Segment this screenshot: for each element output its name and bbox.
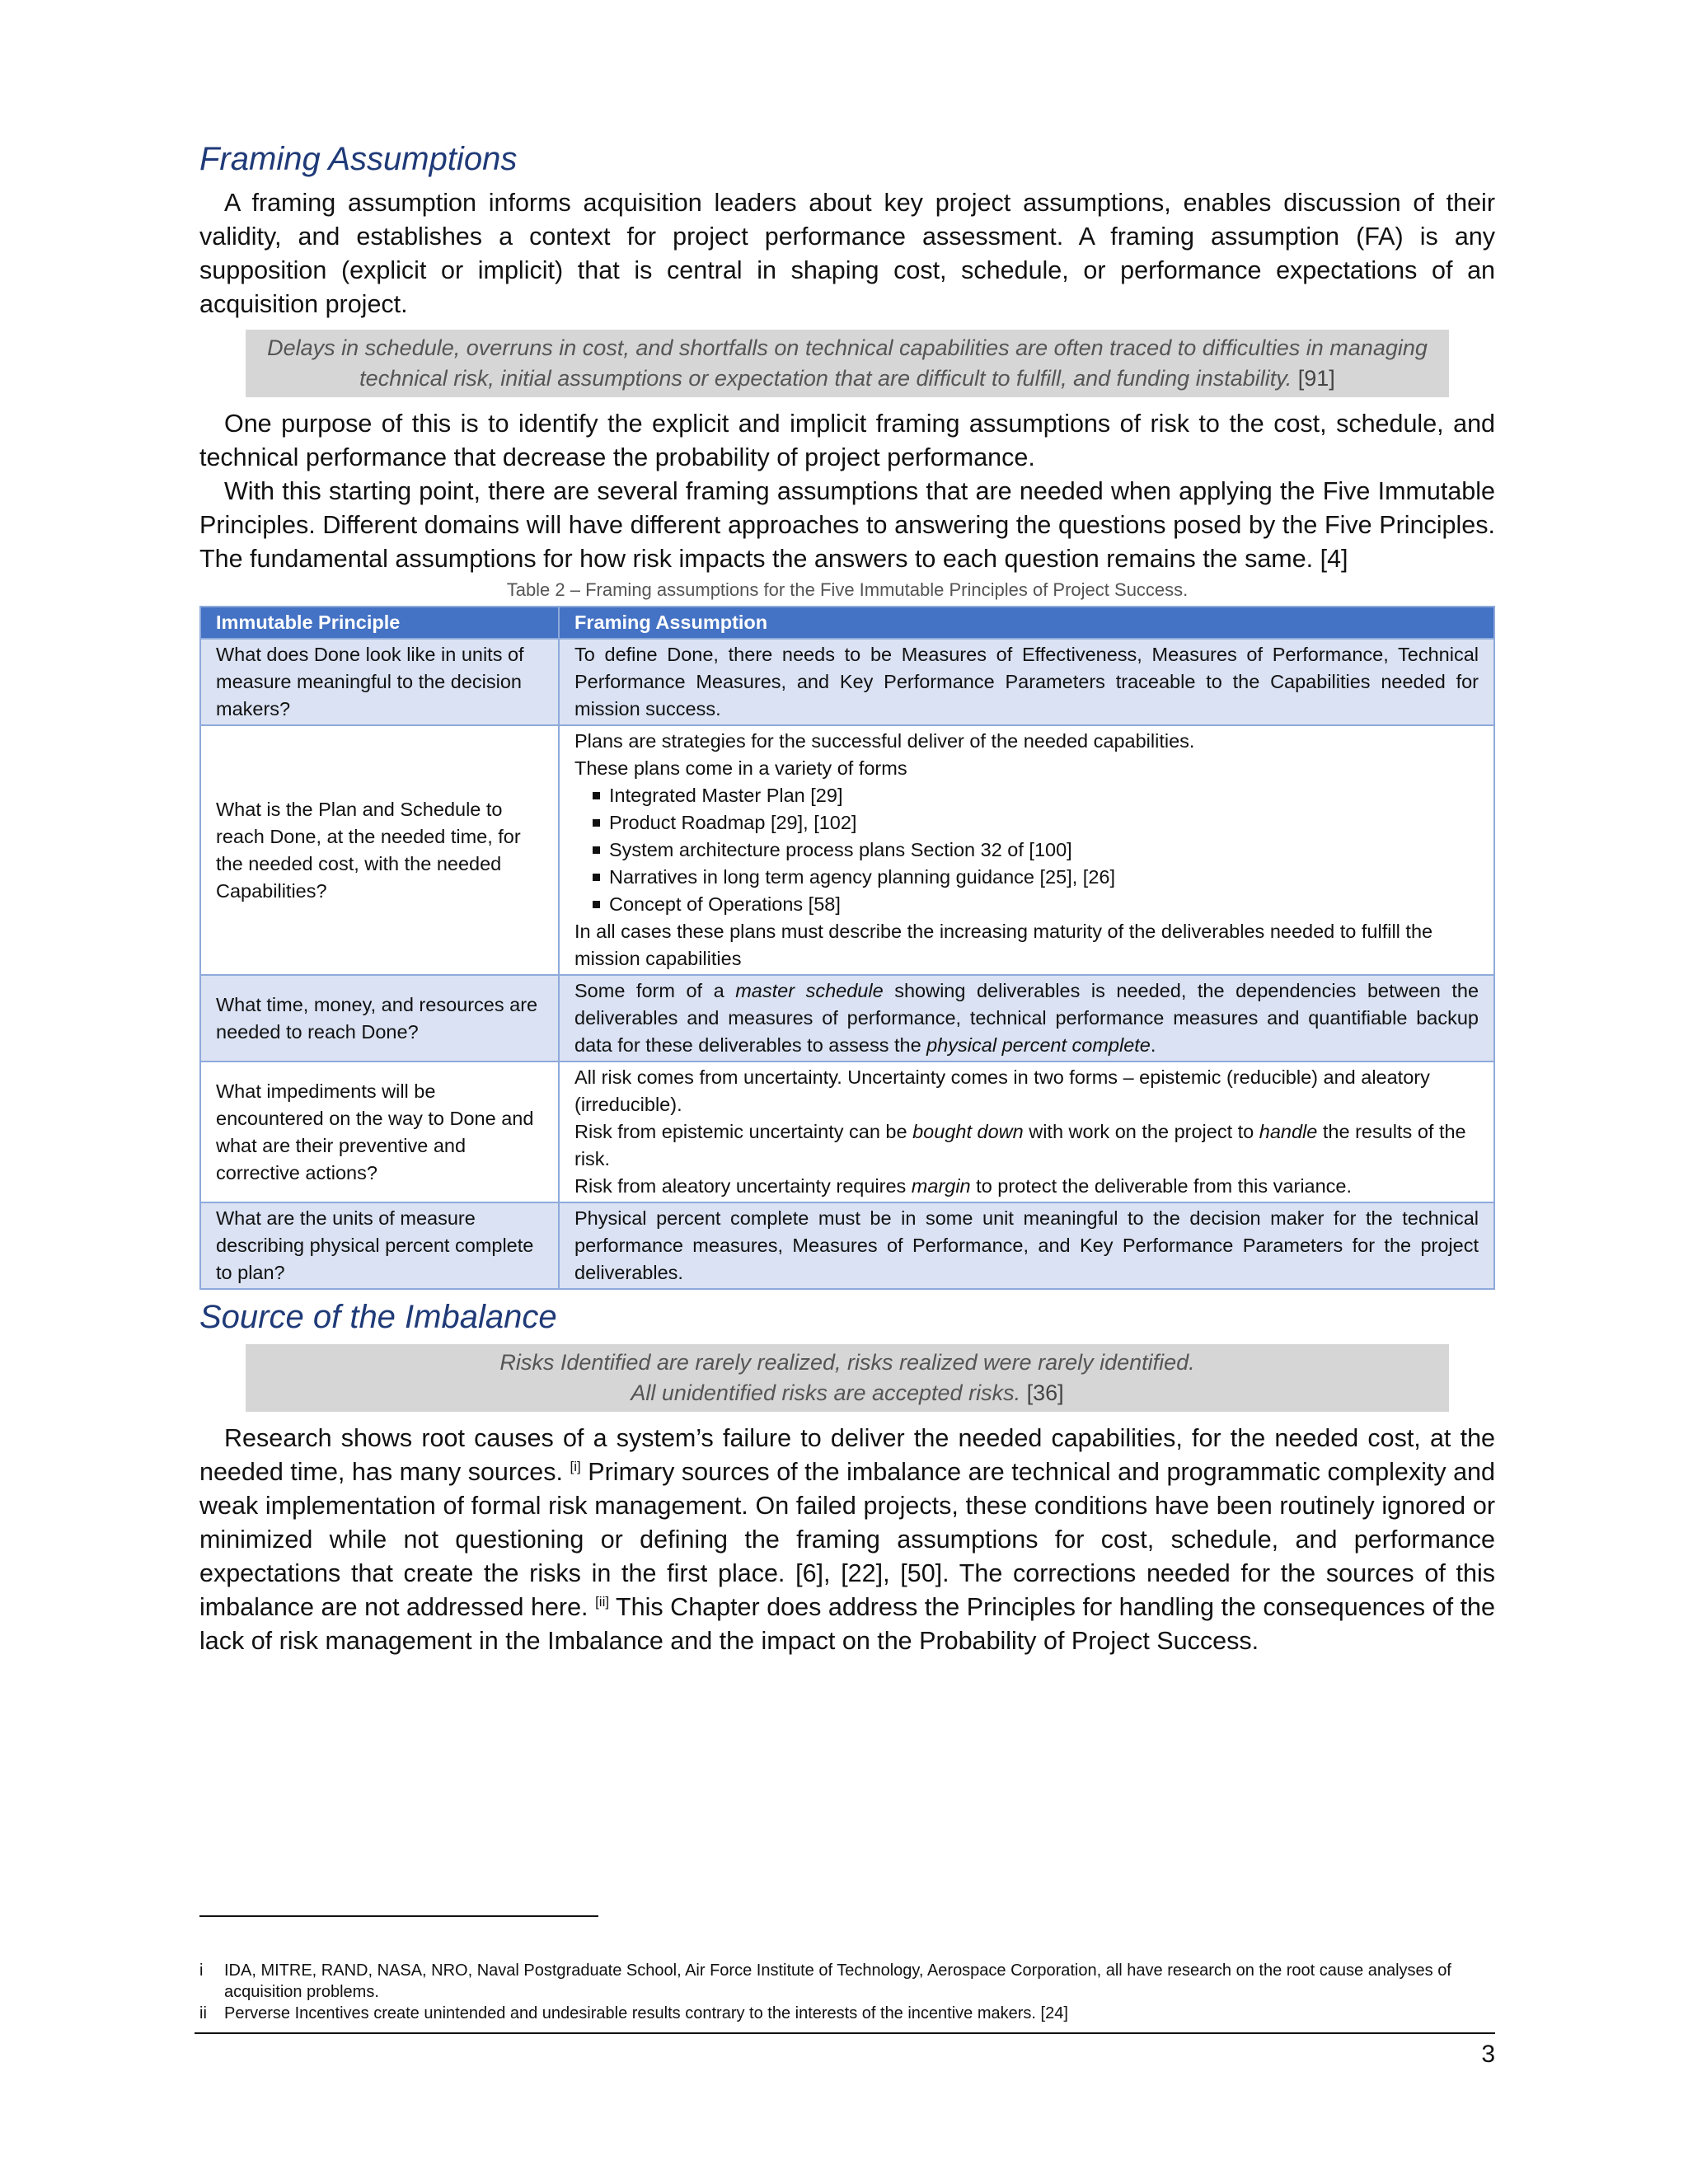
page-number: 3 — [1481, 2041, 1495, 2068]
emphasis-handle: handle — [1259, 1121, 1318, 1142]
footnote-text: IDA, MITRE, RAND, NASA, NRO, Naval Postgraduate School, Air Force Institute of Technology, Aerospace Corporation, all have research on the root cause analyses of acquisition problems. — [224, 1961, 1451, 2001]
quote-reference: [36] — [1026, 1380, 1064, 1405]
quote-text: All unidentified risks are accepted risks. — [631, 1380, 1021, 1405]
text-run: Some form of a — [574, 980, 724, 1001]
assumption-line — [574, 1118, 1479, 1173]
list-item: Product Roadmap [29], [102] — [593, 809, 1479, 837]
plan-forms-list — [574, 782, 1479, 918]
emphasis-physical-percent-complete: physical percent complete — [926, 1034, 1151, 1056]
assumption-cell — [559, 975, 1494, 1062]
text-run: This Chapter does address the Principles for handling the consequences of the lack of risk management in the Imbalance and the impact on the Probability of Project Success. — [199, 1593, 1495, 1655]
footnotes — [199, 1960, 1485, 2024]
list-item: System architecture process plans Section 32 of [100] — [593, 837, 1479, 864]
list-item: Narratives in long term agency planning guidance [25], [26] — [593, 864, 1479, 891]
section-heading-framing-assumptions: Framing Assumptions — [199, 141, 518, 177]
assumption-line — [574, 1173, 1479, 1200]
list-item: Concept of Operations [58] — [593, 891, 1479, 918]
text-run: the results of the risk. — [574, 1121, 1466, 1169]
emphasis-master-schedule: master schedule — [735, 980, 884, 1001]
text-run: Risk from epistemic uncertainty can be — [574, 1121, 907, 1142]
table-row — [200, 975, 1494, 1062]
paragraph-research — [199, 1422, 1495, 1658]
page-content — [199, 140, 1495, 1658]
table-row — [200, 1062, 1494, 1202]
table-row — [200, 639, 1494, 725]
pull-quote-risks — [246, 1344, 1449, 1412]
page-bottom-rule — [195, 2032, 1495, 2034]
quote-reference: [91] — [1297, 366, 1335, 391]
principle-cell: What impediments will be encountered on the way to Done and what are their preventive and corrective actions? — [200, 1062, 559, 1202]
text-run: to protect the deliverable from this variance. — [976, 1175, 1353, 1197]
paragraph-framing-definition: A framing assumption informs acquisition leaders about key project assumptions, enables discussion of their validity, and establishes a context for project performance assessment. A framing assumption (FA) is any supposition (explicit or implicit) that is central in shaping cost, schedule, or performance expectations of an acquisition project. — [199, 189, 1495, 318]
assumption-line: Plans are strategies for the successful deliver of the needed capabilities. — [574, 730, 1195, 752]
table-row — [200, 1202, 1494, 1289]
paragraph-starting-point: With this starting point, there are several framing assumptions that are needed when applying the Five Immutable Principles. Different domains will have different approaches to answering the questions posed by the Five Principles. The fundamental assumptions for how risk impacts the answers to each question remains the same. [4] — [199, 477, 1495, 573]
text-run: . — [1150, 1034, 1156, 1056]
section-heading-source-of-imbalance: Source of the Imbalance — [199, 1299, 557, 1335]
table-row — [200, 725, 1494, 975]
footnote-separator — [199, 1915, 598, 1917]
assumption-line: In all cases these plans must describe the increasing maturity of the deliverables needed to fulfill the mission capabilities — [574, 921, 1433, 969]
column-header-assumption: Framing Assumption — [559, 607, 1494, 639]
assumption-line: All risk comes from uncertainty. Uncertainty comes in two forms – epistemic (reducible) and aleatory (irreducible). — [574, 1066, 1430, 1115]
principle-cell: What are the units of measure describing physical percent complete to plan? — [200, 1202, 559, 1289]
emphasis-margin: margin — [911, 1175, 971, 1197]
footnote-marker: ii — [199, 2004, 207, 2022]
text-run: with work on the project to — [1029, 1121, 1254, 1142]
text-run: Research shows root causes of a system’s failure to deliver the needed capabilities, for the needed cost, at the needed time, has many sources. — [199, 1424, 1495, 1486]
principle-cell: What does Done look like in units of measure meaningful to the decision makers? — [200, 639, 559, 725]
assumption-cell — [559, 1062, 1494, 1202]
emphasis-bought-down: bought down — [912, 1121, 1024, 1142]
paragraph-purpose: One purpose of this is to identify the explicit and implicit framing assumptions of risk to the cost, schedule, and technical performance that decrease the probability of project performance. — [199, 410, 1495, 471]
principle-cell: What time, money, and resources are needed to reach Done? — [200, 975, 559, 1062]
pull-quote-delays — [246, 330, 1449, 397]
footnote — [199, 1960, 1485, 2003]
quote-text: Delays in schedule, overruns in cost, and shortfalls on technical capabilities are often traced to difficulties in managing technical risk, initial assumptions or expectation that are difficult to fulfill, and funding instability. — [267, 335, 1428, 391]
list-item: Integrated Master Plan [29] — [593, 782, 1479, 809]
table-header-row — [200, 607, 1494, 639]
quote-text: Risks Identified are rarely realized, risks realized were rarely identified. — [499, 1350, 1195, 1375]
assumption-cell: To define Done, there needs to be Measures of Effectiveness, Measures of Performance, Technical Performance Measures, and Key Performance Parameters traceable to the Capabilities needed for mission success. — [559, 639, 1494, 725]
text-run: showing deliverables is needed, the dependencies between the deliverables and measures of performance, technical performance measures and quantifiable backup data for these deliverables to assess the — [574, 980, 1479, 1056]
assumption-line: These plans come in a variety of forms — [574, 757, 907, 779]
assumption-cell: Physical percent complete must be in some unit meaningful to the decision maker for the technical performance measures, Measures of Performance, and Key Performance Parameters for the project deliverables. — [559, 1202, 1494, 1289]
text-run: Risk from aleatory uncertainty requires — [574, 1175, 907, 1197]
footnote-text: Perverse Incentives create unintended and undesirable results contrary to the interests of the incentive makers. [24] — [224, 2004, 1068, 2022]
principle-cell: What is the Plan and Schedule to reach Done, at the needed time, for the needed cost, with the needed Capabilities? — [200, 725, 559, 975]
table-caption: Table 2 – Framing assumptions for the Five Immutable Principles of Project Success. — [506, 579, 1189, 600]
footnote-marker: i — [199, 1961, 204, 1980]
footnote-reference-i[interactable]: [i] — [570, 1458, 581, 1474]
framing-assumptions-table — [199, 606, 1495, 1290]
footnote-reference-ii[interactable]: [ii] — [595, 1593, 610, 1610]
assumption-cell — [559, 725, 1494, 975]
quote-line — [254, 1378, 1441, 1408]
footnote — [199, 2003, 1485, 2024]
column-header-principle: Immutable Principle — [200, 607, 559, 639]
quote-line — [254, 1347, 1441, 1378]
text-run: Primary sources of the imbalance are technical and programmatic complexity and weak implementation of formal risk management. On failed projects, these conditions have been routinely ignored or minimized while not questioning or defining the framing assumptions for cost, schedule, and performance expectations that create the risks in the first place. [6], [22], [50]. The corrections needed for the sources of this imbalance are not addressed here. — [199, 1458, 1495, 1621]
